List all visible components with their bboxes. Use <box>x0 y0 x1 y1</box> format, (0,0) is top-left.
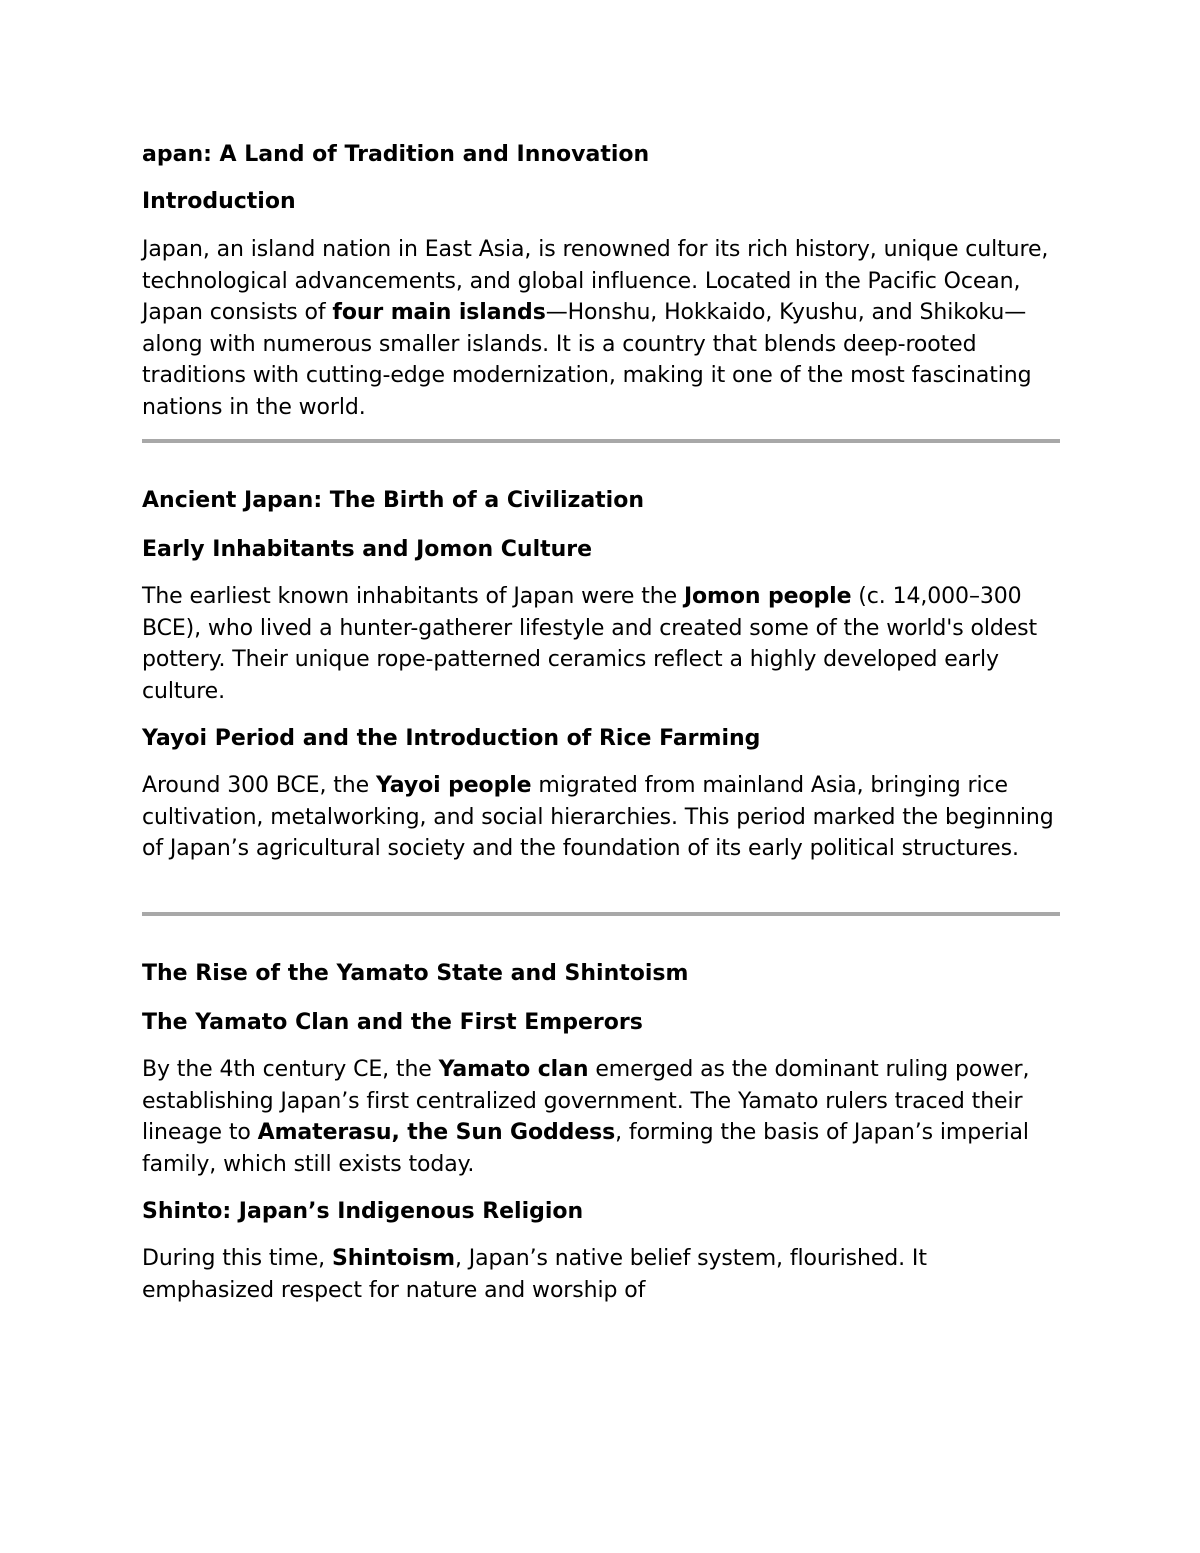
horizontal-rule <box>142 439 1060 443</box>
bold-jomon-people: Jomon people <box>683 584 852 609</box>
yayoi-subheading: Yayoi Period and the Introduction of Rice Farming <box>142 726 761 751</box>
yamato-heading: The Rise of the Yamato State and Shintoism <box>142 961 689 986</box>
shinto-paragraph: During this time, Shintoism, Japan’s native belief system, flourished. It emphasized respect for nature and worship of <box>142 1246 927 1303</box>
ancient-heading: Ancient Japan: The Birth of a Civilization <box>142 488 645 513</box>
bold-amaterasu: Amaterasu, the Sun Goddess <box>257 1120 616 1145</box>
yamato-clan-subheading: The Yamato Clan and the First Emperors <box>142 1010 643 1035</box>
jomon-subheading: Early Inhabitants and Jomon Culture <box>142 537 593 562</box>
document-title: apan: A Land of Tradition and Innovation <box>142 142 650 167</box>
bold-four-main-islands: four main islands <box>332 300 546 325</box>
yayoi-paragraph: Around 300 BCE, the Yayoi people migrated from mainland Asia, bringing rice cultivation, metalworking, and social hierarchies. This period marked the beginning of Japan’s agricultural society and the foundation of its early political structures. <box>142 773 1054 861</box>
bold-shintoism: Shintoism <box>331 1246 455 1271</box>
bold-yamato-clan: Yamato clan <box>438 1057 589 1082</box>
intro-paragraph: Japan, an island nation in East Asia, is renowned for its rich history, unique culture, technological advancements, and global influence. Located in the Pacific Ocean, Japan consists of four main islands—Honshu, Hokkaido, Kyushu, and Shikoku—along with numerous smaller islands. It is a country that blends deep-rooted traditions with cutting-edge modernization, making it one of the most fascinating nations in the world. <box>142 237 1049 420</box>
bold-yayoi-people: Yayoi people <box>375 773 532 798</box>
horizontal-rule <box>142 912 1060 916</box>
shinto-subheading: Shinto: Japan’s Indigenous Religion <box>142 1199 584 1224</box>
yamato-paragraph: By the 4th century CE, the Yamato clan emerged as the dominant ruling power, establishing Japan’s first centralized government. The Yamato rulers traced their lineage to Amaterasu, the Sun Goddess, forming the basis of Japan’s imperial family, which still exists today. <box>142 1057 1030 1177</box>
intro-heading: Introduction <box>142 189 296 214</box>
jomon-paragraph: The earliest known inhabitants of Japan were the Jomon people (c. 14,000–300 BCE), who lived a hunter-gatherer lifestyle and created some of the world's oldest pottery. Their unique rope-patterned ceramics reflect a highly developed early culture. <box>142 584 1038 704</box>
